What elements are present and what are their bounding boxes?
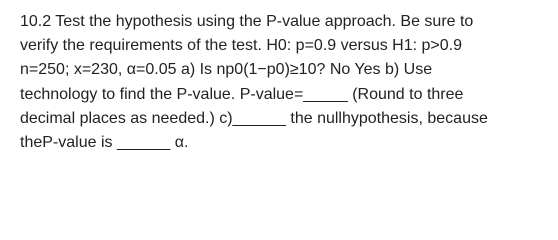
question-line-3: n=250; x=230, α=0.05 a) Is np0(1−p0)≥10? No Yes b) Use (20, 61, 433, 79)
question-line-2: verify the requirements of the test. H0: p=0.9 versus H1: p>0.9 (20, 37, 463, 55)
question-line-5: decimal places as needed.) c)______ the nullhypothesis, because (20, 109, 488, 127)
question-line-1: 10.2 Test the hypothesis using the P-value approach. Be sure to (20, 13, 474, 30)
question-text (20, 10, 548, 155)
question-line-6: theP-value is ______ α. (20, 134, 189, 152)
question-line-4: technology to find the P-value. P-value=_____ (Round to three (20, 85, 464, 103)
